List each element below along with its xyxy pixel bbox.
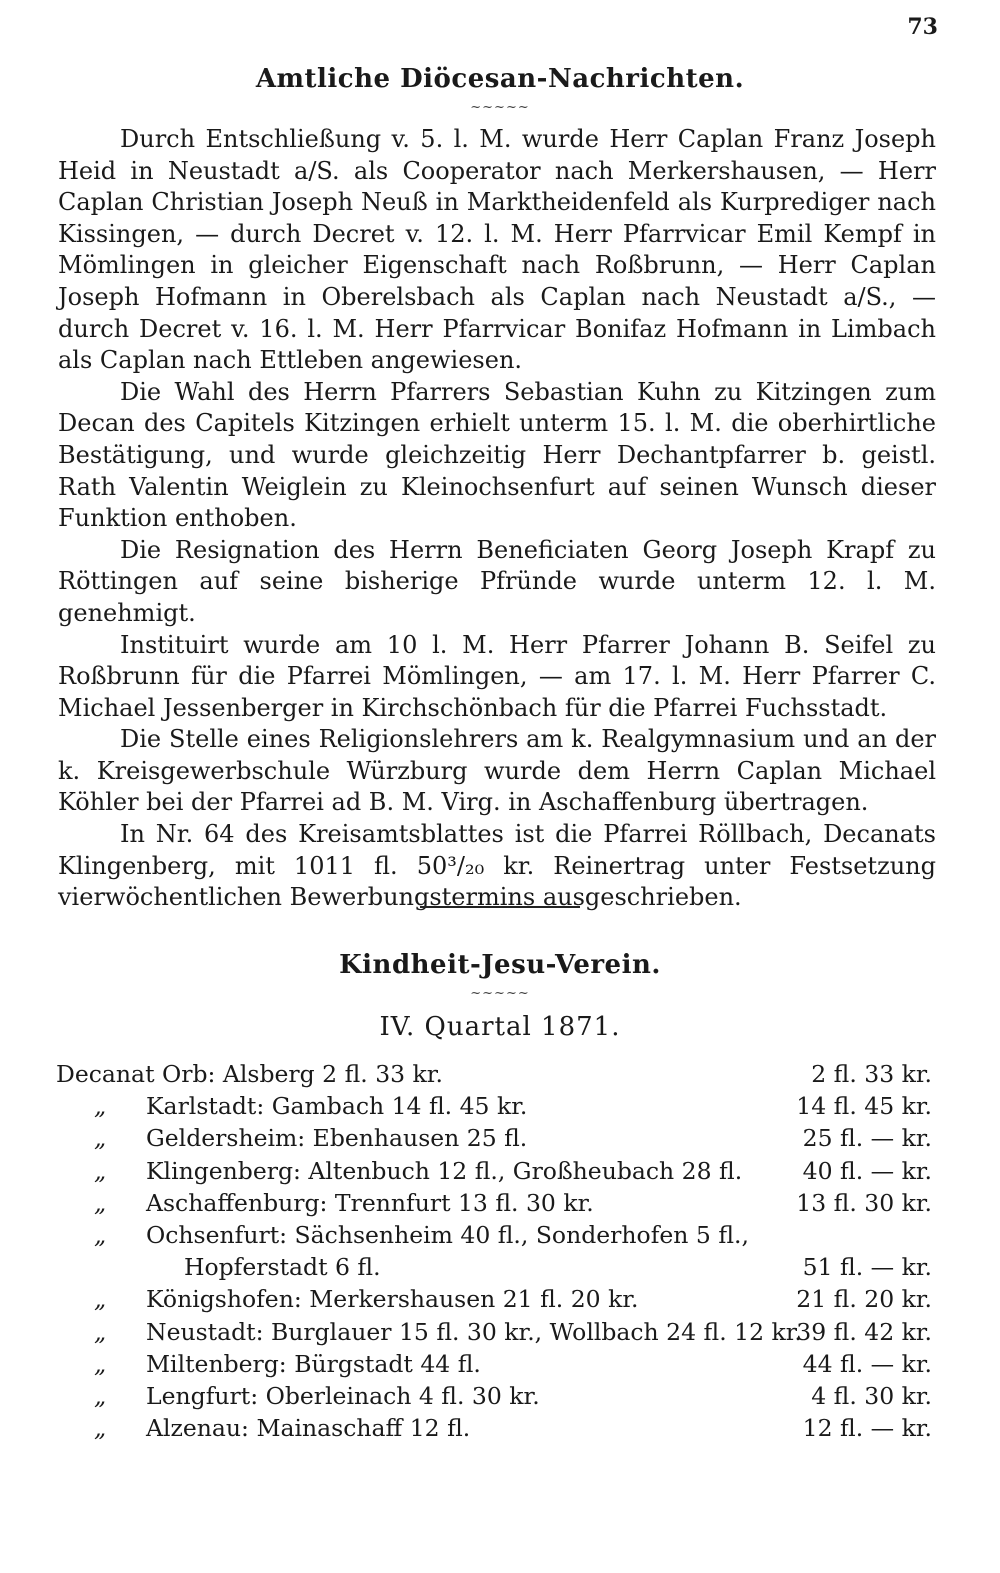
ditto-mark: „ xyxy=(94,1381,107,1410)
ditto-mark: „ xyxy=(94,1220,107,1249)
title-ornament: ~~~~~ xyxy=(470,100,530,115)
donation-entry-line xyxy=(56,1316,932,1348)
donation-entry xyxy=(56,1316,932,1348)
donation-entry-text: Karlstadt: Gambach 14 fl. 45 kr. xyxy=(146,1092,528,1121)
donation-entry-line xyxy=(56,1155,932,1187)
donation-amount: 14 fl. 45 kr. xyxy=(796,1092,932,1121)
donation-entry-line xyxy=(56,1122,932,1154)
donation-amount: 44 fl. — kr. xyxy=(802,1349,932,1378)
donation-entry-text: Neustadt: Burglauer 15 fl. 30 kr., Wollbach 24 fl. 12 kr. xyxy=(146,1317,802,1346)
donation-amount: 2 fl. 33 kr. xyxy=(811,1060,932,1088)
donation-entry xyxy=(56,1058,932,1090)
donation-entry-text: Geldersheim: Ebenhausen 25 fl. xyxy=(146,1124,528,1153)
donation-entry-text: Hopferstadt 6 fl. xyxy=(184,1253,381,1282)
donation-entry-line xyxy=(56,1283,932,1315)
donation-entry xyxy=(56,1090,932,1122)
ditto-mark: „ xyxy=(94,1349,107,1378)
donation-entry-line xyxy=(56,1090,932,1122)
section-title-kindheit-jesu: Kindheit-Jesu-Verein. xyxy=(339,950,661,980)
donation-amount: 12 fl. — kr. xyxy=(802,1414,932,1443)
donation-entry-text: Aschaffenburg: Trennfurt 13 fl. 30 kr. xyxy=(146,1188,594,1217)
ditto-mark: „ xyxy=(94,1317,107,1346)
donation-entry-text: Alzenau: Mainaschaff 12 fl. xyxy=(146,1414,471,1443)
subtitle-ornament: ~~~~~ xyxy=(470,986,530,1001)
ditto-mark: „ xyxy=(94,1156,107,1185)
ditto-mark: „ xyxy=(94,1092,107,1121)
donation-entry xyxy=(56,1283,932,1315)
donation-entry xyxy=(56,1187,932,1219)
donation-entry-text: Königshofen: Merkershausen 21 fl. 20 kr. xyxy=(146,1285,639,1314)
donation-amount: 13 fl. 30 kr. xyxy=(796,1188,932,1217)
ditto-mark: „ xyxy=(94,1285,107,1314)
announcement-paragraph: Die Stelle eines Religionslehrers am k. Realgymnasium und an der k. Kreisgewerbschule Würzburg wurde dem Herrn Caplan Michael Köhler bei der Pfarrei ad B. M. Virg. in Aschaffenburg übertragen. xyxy=(58,725,936,817)
announcement-paragraph: In Nr. 64 des Kreisamtsblattes ist die Pfarrei Röllbach, Decanats Klingenberg, mit 1011 fl. 50³/₂₀ kr. Reinertrag unter Festsetzung vierwöchentlichen Bewerbungstermins ausgeschrieben. xyxy=(58,820,936,912)
donation-entry xyxy=(56,1155,932,1187)
donation-amount: 4 fl. 30 kr. xyxy=(811,1381,932,1410)
donation-amount: 25 fl. — kr. xyxy=(802,1124,932,1153)
ditto-mark: „ xyxy=(94,1124,107,1153)
announcement-paragraph: Die Resignation des Herrn Beneficiaten Georg Joseph Krapf zu Röttingen auf seine bisherige Pfründe wurde unterm 12. l. M. genehmigt. xyxy=(58,535,936,627)
donation-entry-text: Miltenberg: Bürgstadt 44 fl. xyxy=(146,1349,481,1378)
donation-entry xyxy=(56,1122,932,1154)
donation-entry xyxy=(56,1412,932,1444)
donation-entry-text: Decanat Orb: Alsberg 2 fl. 33 kr. xyxy=(56,1060,443,1088)
donation-entry-line xyxy=(56,1219,932,1251)
donation-entry xyxy=(56,1348,932,1380)
donation-entry-text: Klingenberg: Altenbuch 12 fl., Großheubach 28 fl. xyxy=(146,1156,743,1185)
announcement-paragraph: Die Wahl des Herrn Pfarrers Sebastian Kuhn zu Kitzingen zum Decan des Capitels Kitzingen erhielt unterm 15. l. M. die oberhirtliche Bestätigung, und wurde gleichzeitig Herr Dechantpfarrer b. geistl. Rath Valentin Weiglein zu Kleinochsenfurt auf seinen Wunsch dieser Funktion enthoben. xyxy=(58,377,936,533)
donation-entry-line xyxy=(56,1412,932,1444)
donation-entry-line xyxy=(56,1380,932,1412)
donation-list xyxy=(56,1058,932,1444)
donation-amount: 39 fl. 42 kr. xyxy=(796,1317,932,1346)
announcement-paragraphs xyxy=(58,124,936,914)
ditto-mark: „ xyxy=(94,1188,107,1217)
page-number: 73 xyxy=(907,14,938,40)
ditto-mark: „ xyxy=(94,1414,107,1443)
announcement-paragraph: Instituirt wurde am 10 l. M. Herr Pfarrer Johann B. Seifel zu Roßbrunn für die Pfarrei Mömlingen, — am 17. l. M. Herr Pfarrer C. Michael Jessenberger in Kirchschönbach für die Pfarrei Fuchsstadt. xyxy=(58,630,936,722)
donation-entry-text: Ochsenfurt: Sächsenheim 40 fl., Sonderhofen 5 fl., xyxy=(146,1220,749,1249)
donation-entry-text: Lengfurt: Oberleinach 4 fl. 30 kr. xyxy=(146,1381,540,1410)
donation-amount: 51 fl. — kr. xyxy=(802,1253,932,1282)
donation-entry xyxy=(56,1380,932,1412)
donation-amount: 21 fl. 20 kr. xyxy=(796,1285,932,1314)
donation-entry-line xyxy=(56,1251,932,1283)
donation-entry xyxy=(56,1219,932,1283)
donation-entry-line xyxy=(56,1187,932,1219)
quarter-subtitle: IV. Quartal 1871. xyxy=(379,1012,621,1042)
donation-amount: 40 fl. — kr. xyxy=(802,1156,932,1185)
section-title-diocesan-news: Amtliche Diöcesan-Nachrichten. xyxy=(255,64,745,94)
announcement-paragraph: Durch Entschließung v. 5. l. M. wurde Herr Caplan Franz Joseph Heid in Neustadt a/S. als Cooperator nach Merkershausen, — Herr Caplan Christian Joseph Neuß in Marktheidenfeld als Kurprediger nach Kissingen, — durch Decret v. 12. l. M. Herr Pfarrvicar Emil Kempf in Mömlingen in gleicher Eigenschaft nach Roßbrunn, — Herr Caplan Joseph Hofmann in Oberelsbach als Caplan nach Neustadt a/S., — durch Decret v. 16. l. M. Herr Pfarrvicar Bonifaz Hofmann in Limbach als Caplan nach Ettleben angewiesen. xyxy=(58,125,936,375)
donation-entry-line xyxy=(56,1348,932,1380)
section-divider xyxy=(420,906,580,908)
donation-entry-line xyxy=(56,1058,932,1090)
